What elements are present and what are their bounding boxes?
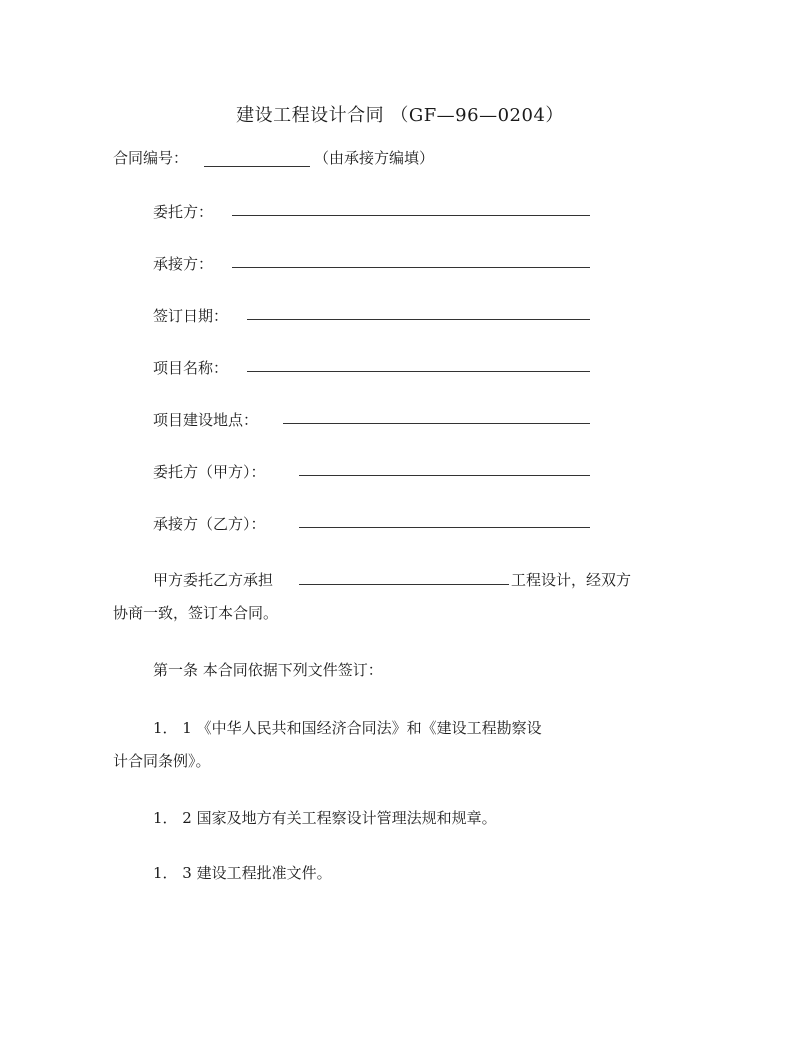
contract-number-note: （由承接方编填） <box>314 149 435 167</box>
contract-number-blank[interactable] <box>204 148 310 167</box>
field-label-client: 委托方： <box>153 203 214 221</box>
intro-project-blank[interactable] <box>299 566 509 585</box>
field-blank-sign-date[interactable] <box>247 301 590 320</box>
clause-1-2: 1． 2 国家及地方有关工程察设计管理法规和规章。 <box>153 809 497 827</box>
document-title: 建设工程设计合同 （GF—96—0204） <box>236 105 564 126</box>
field-label-party-a: 委托方（甲方）： <box>153 463 266 481</box>
field-label-sign-date: 签订日期： <box>153 307 229 325</box>
intro-suffix: 工程设计，经双方 <box>511 571 632 589</box>
clause-1-1-line-2: 计合同条例》。 <box>113 752 211 770</box>
contract-number-label: 合同编号： <box>113 149 189 167</box>
field-blank-project-name[interactable] <box>247 353 590 372</box>
field-blank-contractor[interactable] <box>232 249 590 268</box>
field-blank-party-a[interactable] <box>299 457 590 476</box>
intro-line-2: 协商一致，签订本合同。 <box>113 604 279 622</box>
field-blank-project-location[interactable] <box>283 405 590 424</box>
field-label-project-location: 项目建设地点： <box>153 411 259 429</box>
field-label-party-b: 承接方（乙方）： <box>153 515 266 533</box>
clause-1-1-line-1: 1． 1 《中华人民共和国经济合同法》和《建设工程勘察设 <box>153 719 542 737</box>
field-blank-client[interactable] <box>232 197 590 216</box>
clause-1-3: 1． 3 建设工程批准文件。 <box>153 864 332 882</box>
field-label-contractor: 承接方： <box>153 255 214 273</box>
field-label-project-name: 项目名称： <box>153 359 229 377</box>
intro-prefix: 甲方委托乙方承担 <box>153 571 274 589</box>
article-1-title: 第一条 本合同依据下列文件签订： <box>153 661 383 679</box>
field-blank-party-b[interactable] <box>299 509 590 528</box>
